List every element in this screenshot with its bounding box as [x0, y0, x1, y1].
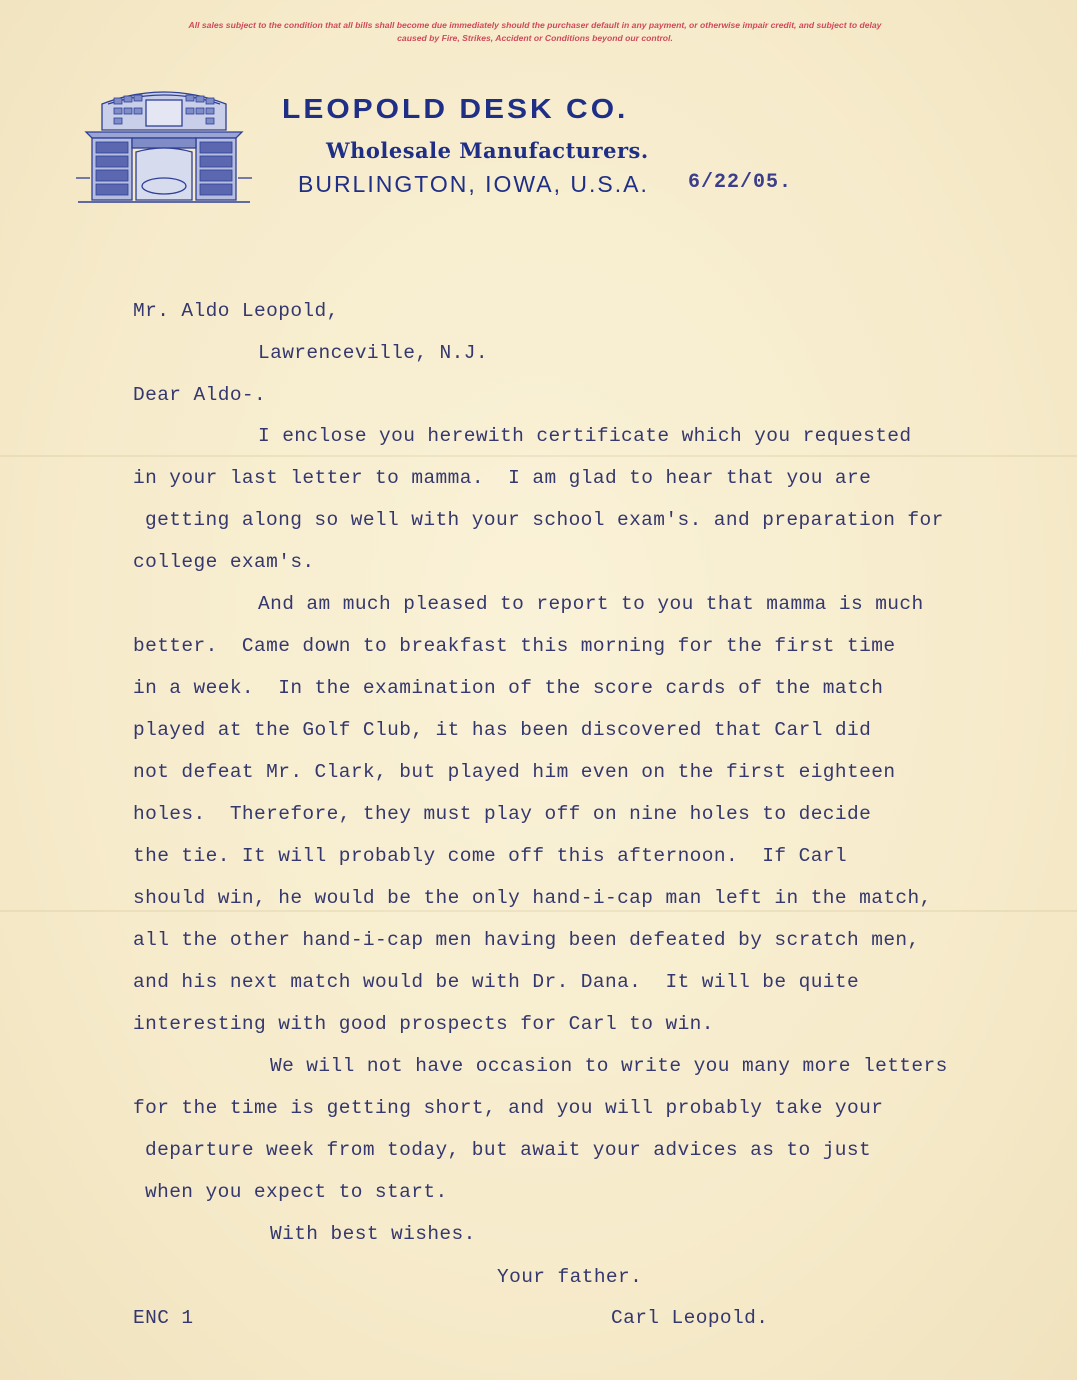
body-line: We will not have occasion to write you many more letters — [270, 1055, 948, 1077]
body-line: getting along so well with your school exam's. and preparation for — [145, 509, 944, 531]
company-address: BURLINGTON, IOWA, U.S.A. — [298, 171, 649, 197]
body-line: played at the Golf Club, it has been discovered that Carl did — [133, 719, 872, 741]
body-line: holes. Therefore, they must play off on nine holes to decide — [133, 803, 872, 825]
body-line: in your last letter to mamma. I am glad to hear that you are — [133, 467, 872, 489]
body-line: And am much pleased to report to you that mamma is much — [258, 593, 924, 615]
salutation: Dear Aldo-. — [133, 384, 267, 406]
body-line: the tie. It will probably come off this afternoon. If Carl — [133, 845, 848, 867]
closing: With best wishes. — [270, 1223, 476, 1245]
body-line: in a week. In the examination of the score cards of the match — [133, 677, 884, 699]
body-line: departure week from today, but await your advices as to just — [145, 1139, 872, 1161]
body-line: for the time is getting short, and you will probably take your — [133, 1097, 884, 1119]
body-line: I enclose you herewith certificate which you requested — [258, 425, 912, 447]
company-tagline: Wholesale Manufacturers. — [326, 138, 649, 163]
sales-disclaimer — [120, 19, 950, 45]
recipient-place: Lawrenceville, N.J. — [258, 342, 488, 364]
letter-date: 6/22/05. — [688, 171, 793, 194]
company-name: LEOPOLD DESK CO. — [282, 94, 629, 125]
enclosure-note: ENC 1 — [133, 1307, 194, 1329]
body-line: college exam's. — [133, 551, 315, 573]
signature: Carl Leopold. — [611, 1307, 769, 1329]
body-line: should win, he would be the only hand-i-cap man left in the match, — [133, 887, 932, 909]
valediction: Your father. — [497, 1266, 643, 1288]
disclaimer-line-1: All sales subject to the condition that all bills shall become due immediately should the purchaser default in any payment, or otherwise impair credit, and subject to delay — [188, 20, 882, 30]
roll-top-desk-icon — [76, 82, 252, 212]
body-line: better. Came down to breakfast this morning for the first time — [133, 635, 896, 657]
body-line: interesting with good prospects for Carl to win. — [133, 1013, 714, 1035]
disclaimer-line-2: caused by Fire, Strikes, Accident or Conditions beyond our control. — [397, 33, 673, 43]
paper-fold-line — [0, 910, 1077, 912]
paper-fold-line — [0, 455, 1077, 457]
body-line: and his next match would be with Dr. Dana. It will be quite — [133, 971, 860, 993]
recipient-name: Mr. Aldo Leopold, — [133, 300, 339, 322]
body-line: when you expect to start. — [145, 1181, 448, 1203]
body-line: not defeat Mr. Clark, but played him even on the first eighteen — [133, 761, 896, 783]
body-line: all the other hand-i-cap men having been defeated by scratch men, — [133, 929, 920, 951]
